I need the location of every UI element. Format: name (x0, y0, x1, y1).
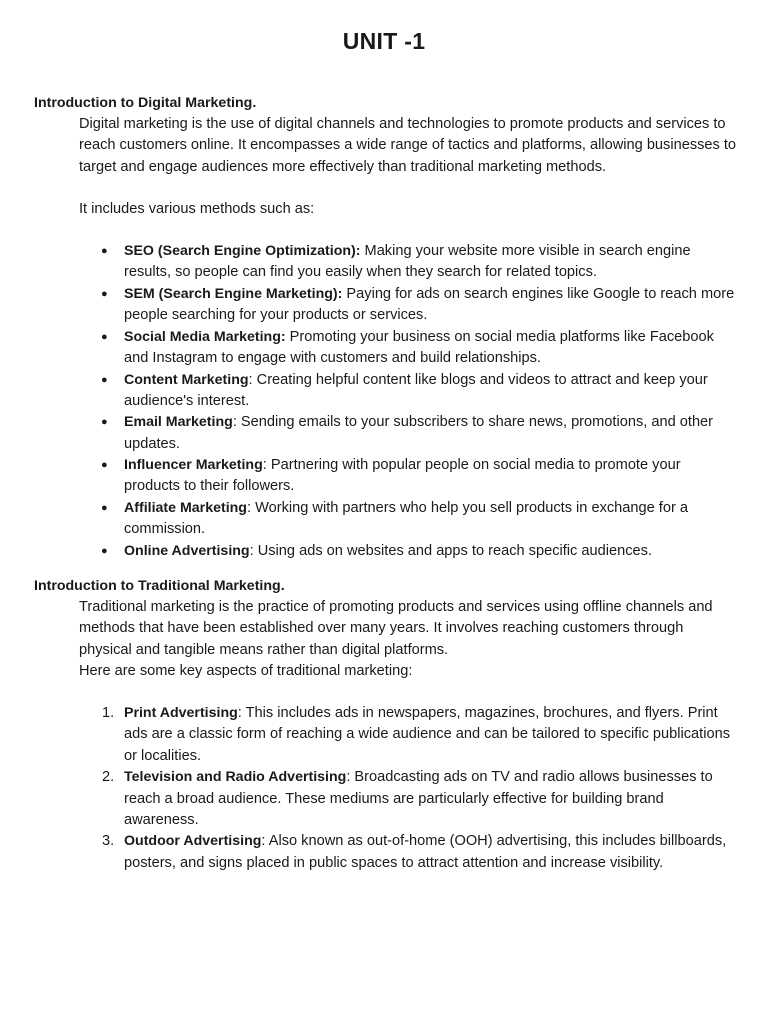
list-item-term: Influencer Marketing (124, 457, 263, 474)
list-item-text: : Working with partners who help you sell products in exchange for a commission. (124, 499, 689, 538)
list-item-term: Print Advertising (124, 705, 238, 722)
list-item (124, 327, 739, 370)
list-item-text: Paying for ads on search engines like Google to reach more people searching for your products or services. (124, 285, 735, 324)
list-item-term: Content Marketing (124, 371, 249, 388)
list-item-term: SEO (Search Engine Optimization): (124, 243, 361, 260)
list-item-term: Email Marketing (124, 414, 233, 431)
list-item-text: : This includes ads in newspapers, magazines, brochures, and flyers. Print ads are a classic form of reaching a wide audience and can be tailored to specific publications or localities. (124, 705, 730, 764)
traditional-marketing-heading: Introduction to Traditional Marketing. (34, 578, 285, 594)
list-item (102, 831, 739, 874)
list-item (124, 241, 739, 284)
list-item (124, 541, 739, 562)
page-title: UNIT -1 (342, 28, 426, 54)
list-item-number: 1. (102, 705, 115, 722)
traditional-aspects-lead: Here are some key aspects of traditional marketing: (79, 662, 413, 679)
digital-methods-lead: It includes various methods such as: (79, 200, 315, 217)
digital-marketing-intro: Digital marketing is the use of digital channels and technologies to promote products and services to reach customers online. It encompasses a wide range of tactics and platforms, allowing businesses to target and engage audiences more effectively than traditional marketing methods. (79, 116, 737, 175)
digital-marketing-heading: Introduction to Digital Marketing. (34, 95, 257, 111)
list-item (102, 767, 739, 831)
list-item (124, 498, 739, 541)
list-item-text: : Using ads on websites and apps to reach specific audiences. (249, 542, 652, 559)
list-item-text: : Sending emails to your subscribers to share news, promotions, and other updates. (124, 414, 714, 452)
list-item-term: Television and Radio Advertising (124, 769, 347, 786)
digital-methods-list (34, 241, 739, 562)
list-item-term: Affiliate Marketing (124, 499, 247, 516)
list-item-number: 2. (102, 769, 115, 786)
list-item (124, 412, 739, 455)
list-item-text: Promoting your business on social media platforms like Facebook and Instagram to engage with customers and build relationships. (124, 328, 714, 367)
traditional-aspects-list (34, 703, 739, 874)
list-item-text: : Partnering with popular people on social media to promote your products to their followers. (124, 457, 681, 495)
list-item (124, 455, 739, 498)
list-item (124, 370, 739, 413)
digital-marketing-section (34, 93, 739, 562)
traditional-marketing-section (34, 576, 739, 874)
list-item-term: Social Media Marketing: (124, 328, 286, 345)
list-item (124, 284, 739, 327)
traditional-marketing-intro: Traditional marketing is the practice of promoting products and services using offline channels and methods that have been established over many years. It involves reaching customers through physical and tangible means rather than digital platforms. (79, 599, 713, 658)
list-item-text: : Also known as out-of-home (OOH) advertising, this includes billboards, posters, and signs placed in public spaces to attract attention and increase visibility. (124, 833, 727, 871)
list-item-term: Outdoor Advertising (124, 833, 262, 850)
list-item-number: 3. (102, 833, 115, 850)
list-item-text: : Broadcasting ads on TV and radio allows businesses to reach a broad audience. These mediums are particularly effective for building brand awareness. (124, 769, 713, 828)
list-item (102, 703, 739, 767)
list-item-text: Making your website more visible in search engine results, so people can find you easily when they search for related topics. (124, 243, 691, 281)
list-item-term: SEM (Search Engine Marketing): (124, 285, 343, 302)
list-item-term: Online Advertising (124, 542, 250, 559)
list-item-text: : Creating helpful content like blogs and videos to attract and keep your audience's interest. (124, 371, 708, 409)
